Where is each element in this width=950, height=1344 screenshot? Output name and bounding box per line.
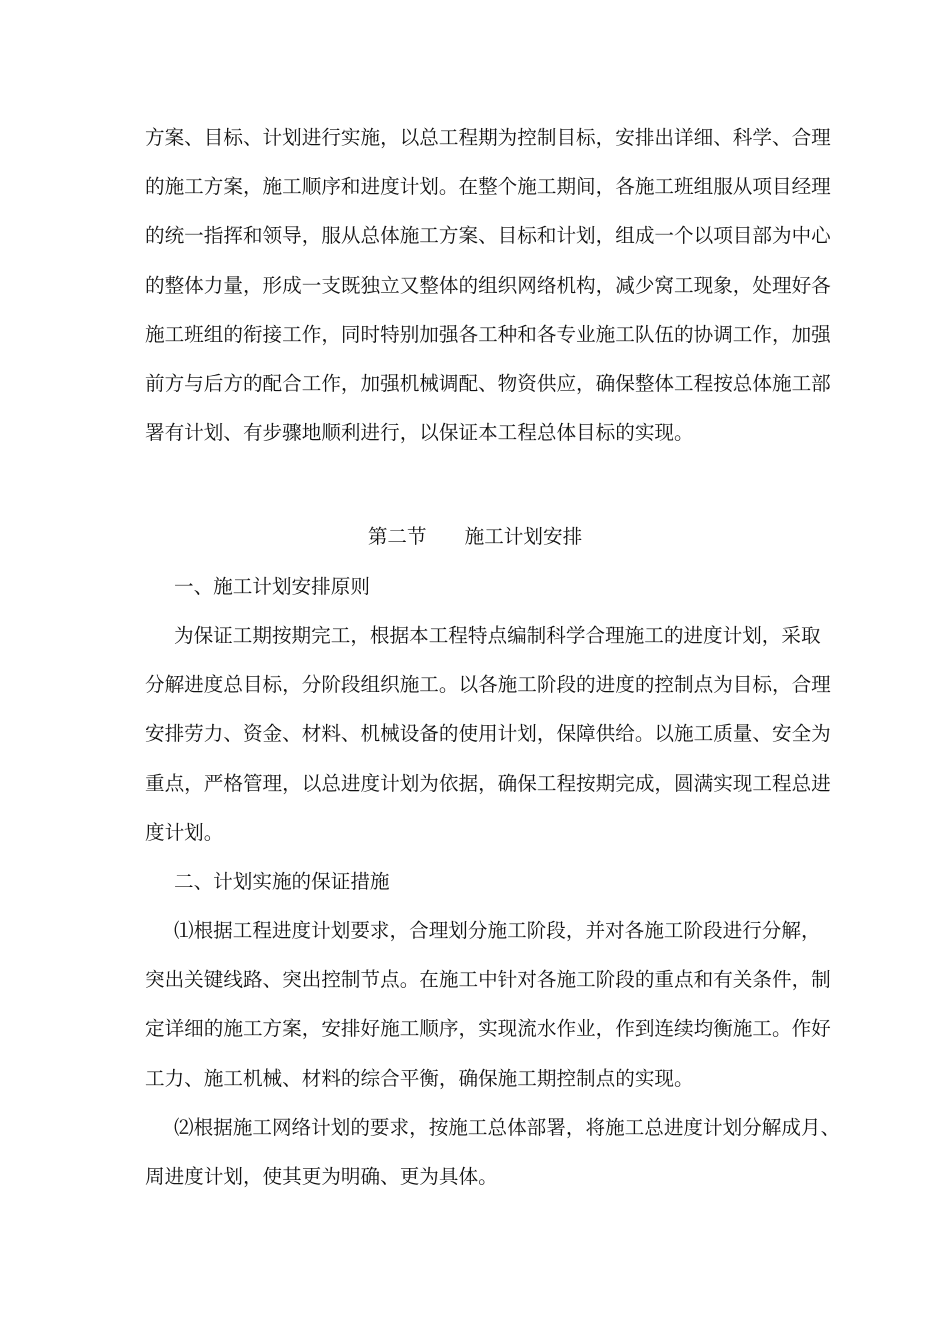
section-heading [0,512,950,561]
text-line: 的施工方案，施工顺序和进度计划。在整个施工期间，各施工班组服从项目经理 [145,175,831,199]
text-line: 重点，严格管理，以总进度计划为依据，确保工程按期完成，圆满实现工程总进 [145,771,831,795]
text-line: 的整体力量，形成一支既独立又整体的组织网络机构，减少窝工现象，处理好各 [145,273,831,297]
text-line: ⑵根据施工网络计划的要求，按施工总体部署，将施工总进度计划分解成月、 [174,1116,841,1139]
subheading-measures [145,857,839,906]
text-line: 度计划。 [145,820,224,844]
paragraph-measure-2 [145,1103,841,1201]
text-line: 分解进度总目标，分阶段组织施工。以各施工阶段的进度的控制点为目标，合理 [145,673,831,697]
text-line: 前方与后方的配合工作，加强机械调配、物资供应，确保整体工程按总体施工部 [145,371,831,395]
text-line: 定详细的施工方案，安排好施工顺序，实现流水作业，作到连续均衡施工。作好 [145,1017,831,1041]
paragraph-principles [145,611,831,857]
subheading-principles [145,562,839,611]
text-line: ⑴根据工程进度计划要求，合理划分施工阶段，并对各施工阶段进行分解， [174,919,821,942]
text-line: 工力、施工机械、材料的综合平衡，确保施工期控制点的实现。 [145,1066,694,1090]
paragraph-continuation [145,113,831,457]
text-line: 突出关键线路、突出控制节点。在施工中针对各施工阶段的重点和有关条件，制 [145,968,831,992]
text-line: 的统一指挥和领导，服从总体施工方案、目标和计划，组成一个以项目部为中心 [145,224,831,248]
subheading-text: 二、计划实施的保证措施 [174,870,390,893]
text-line: 为保证工期按期完工，根据本工程特点编制科学合理施工的进度计划，采取 [174,624,821,647]
paragraph-measure-1 [145,906,831,1103]
text-line: 安排劳力、资金、材料、机械设备的使用计划，保障供给。以施工质量、安全为 [145,722,831,746]
section-title: 施工计划安排 [464,525,583,548]
subheading-text: 一、施工计划安排原则 [174,575,370,598]
text-line: 方案、目标、计划进行实施，以总工程期为控制目标，安排出详细、科学、合理 [145,126,831,149]
text-line: 施工班组的衔接工作，同时特别加强各工种和各专业施工队伍的协调工作，加强 [145,322,831,346]
section-number: 第二节 [367,525,427,548]
text-line: 署有计划、有步骤地顺利进行，以保证本工程总体目标的实现。 [145,421,694,445]
text-line: 周进度计划，使其更为明确、更为具体。 [145,1165,498,1189]
